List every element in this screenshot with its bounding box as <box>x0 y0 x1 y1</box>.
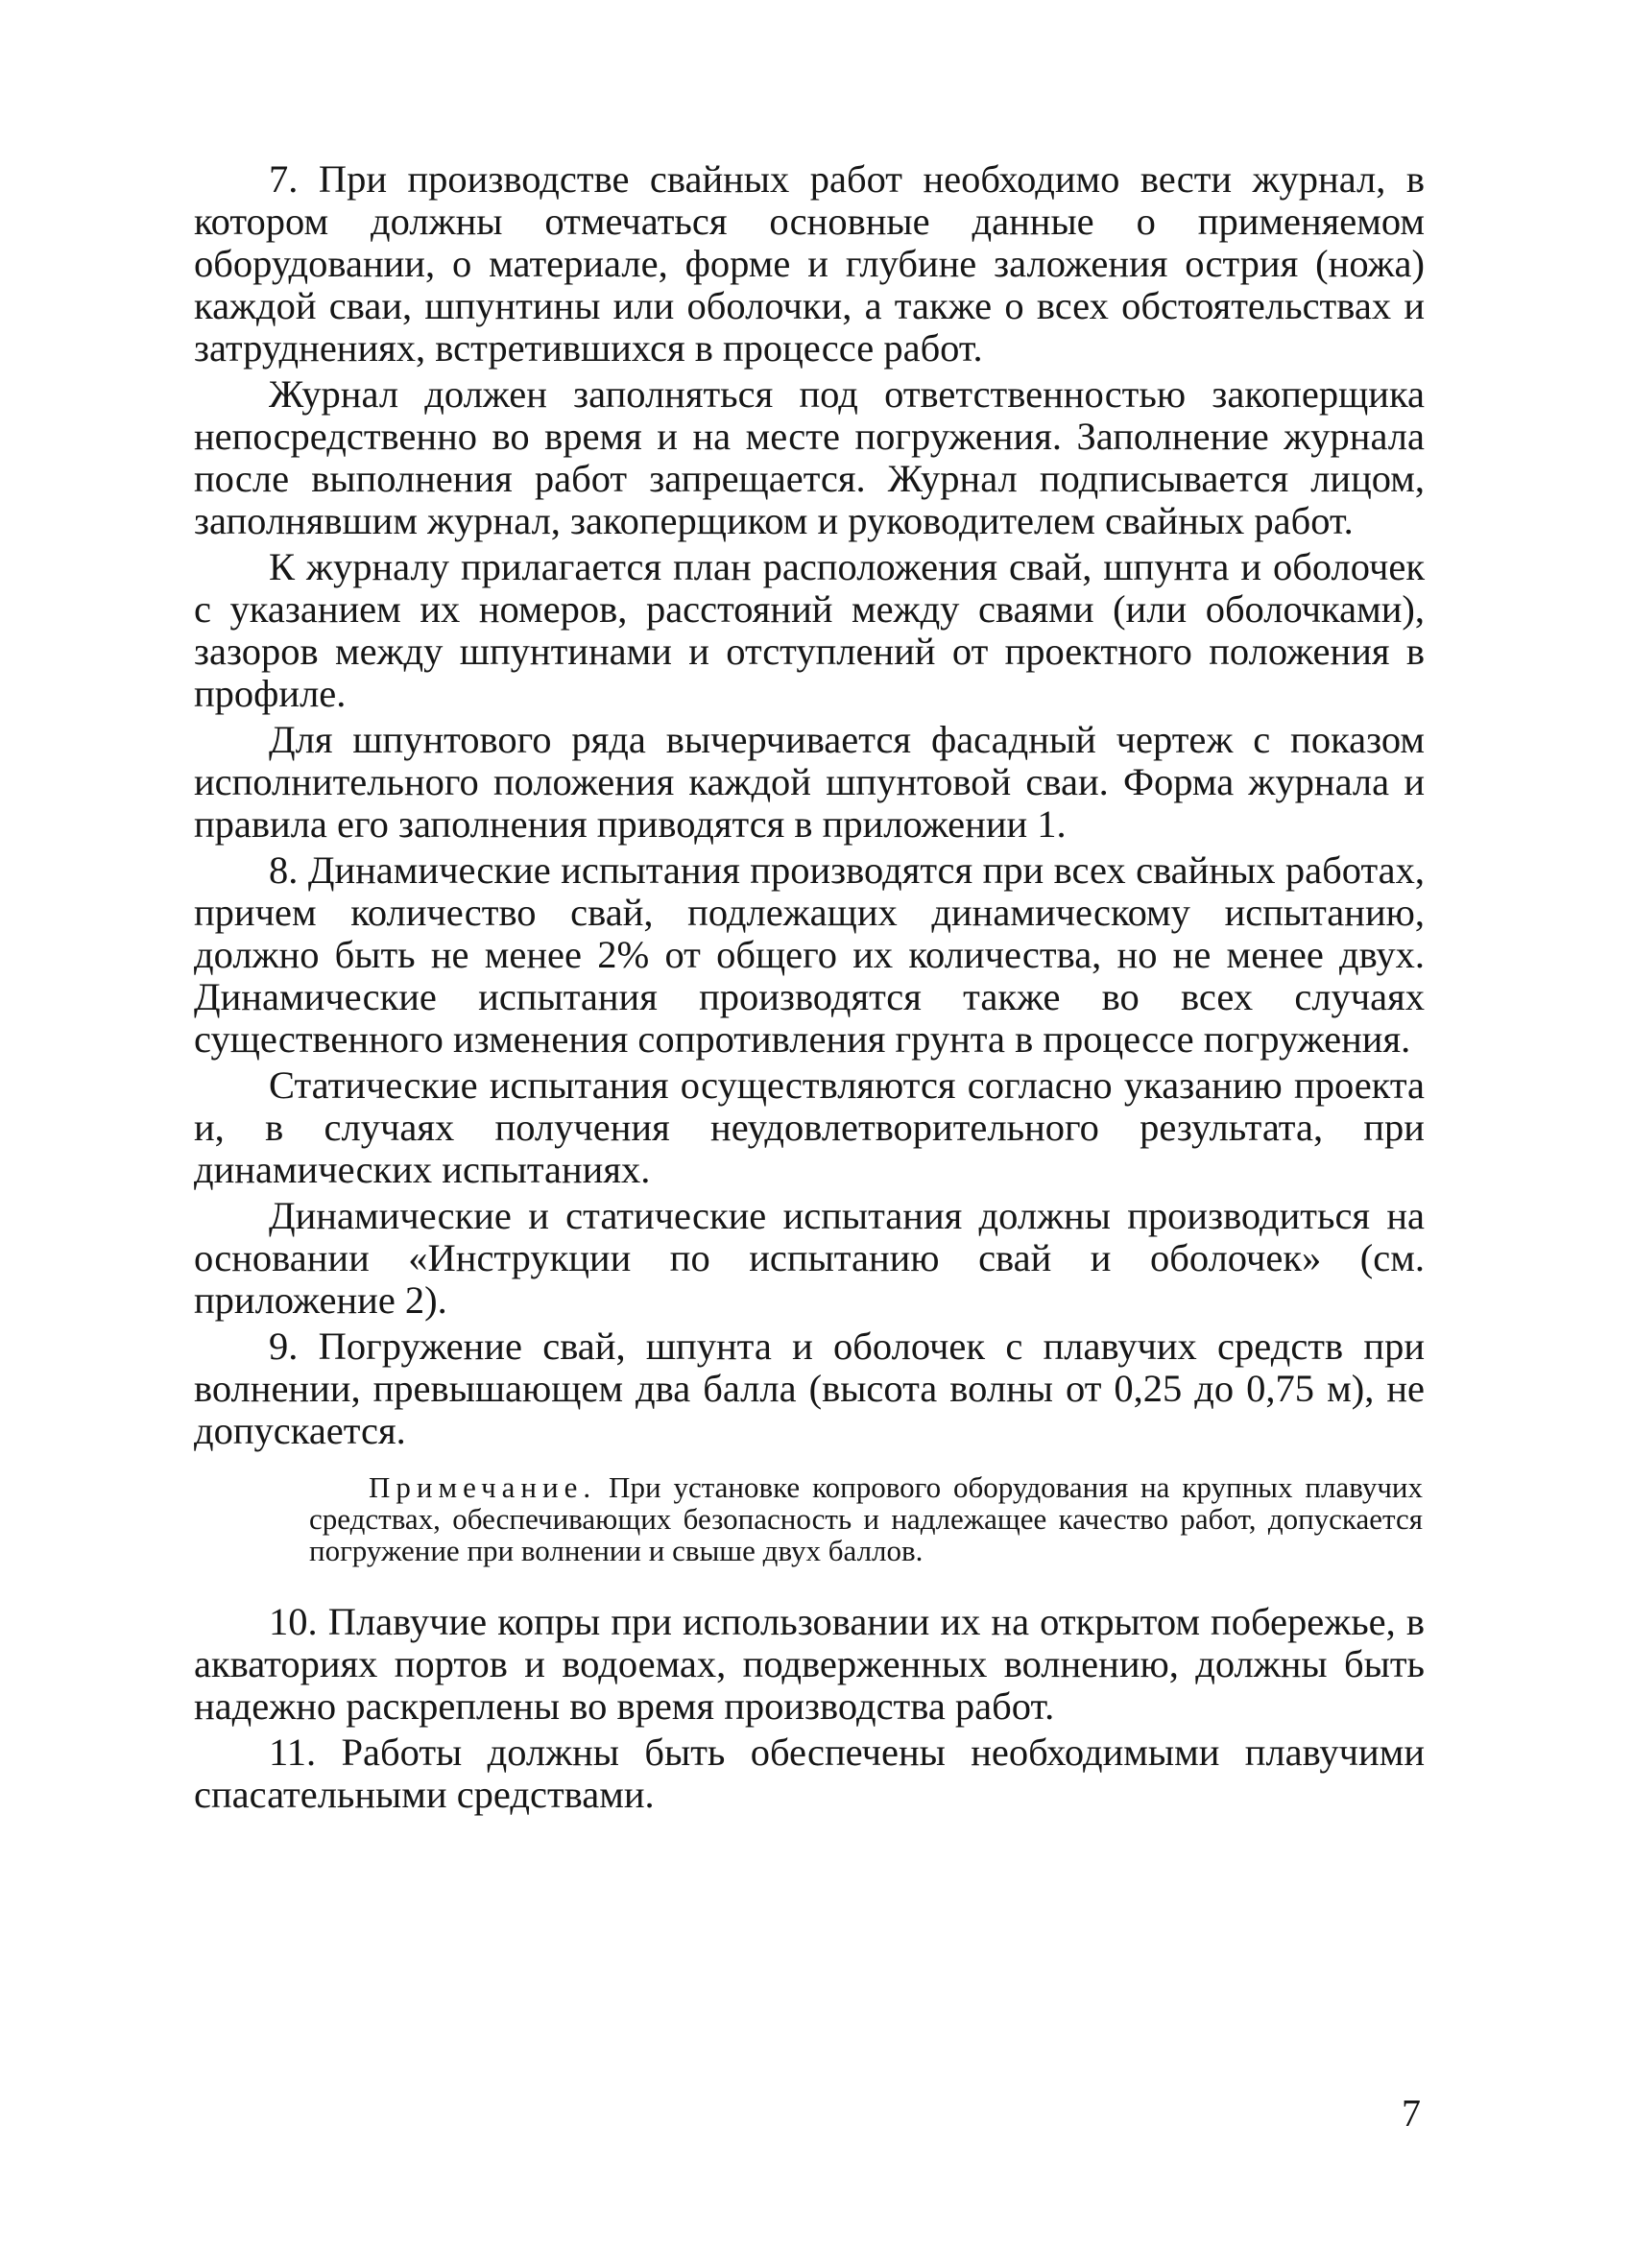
paragraph-11: 11. Работы должны быть обеспечены необходимыми плавучими спасательными средствами. <box>194 1731 1425 1816</box>
paragraph-journal-attachment: К журналу прилагается план расположения свай, шпунта и оболочек с указанием их номеров, расстояний между сваями (или оболочками), зазоров между шпунтинами и отступлений от проектного положения в профиле. <box>194 545 1425 715</box>
paragraph-7: 7. При производстве свайных работ необходимо вести журнал, в котором должны отмечаться основные данные о применяемом оборудовании, о материале, форме и глубине заложения острия (ножа) каждой сваи, шпунтины или оболочки, а также о всех обстоятельствах и затруднениях, встретившихся в процессе работ. <box>194 157 1425 370</box>
note <box>309 1471 1423 1566</box>
page-number: 7 <box>1402 2091 1421 2135</box>
note-label: Примечание. <box>369 1470 597 1504</box>
paragraph-8: 8. Динамические испытания производятся при всех свайных работах, причем количество свай, подлежащих динамическому испытанию, должно быть не менее 2% от общего их количества, но не менее двух. Динамические испытания производятся также во всех случаях существенного изменения сопротивления грунта в процессе погружения. <box>194 848 1425 1061</box>
paragraph-10: 10. Плавучие копры при использовании их на открытом побережье, в акваториях портов и водоемах, подверженных волнению, должны быть надежно раскреплены во время производства работ. <box>194 1600 1425 1728</box>
paragraph-sheet-pile-drawing: Для шпунтового ряда вычерчивается фасадный чертеж с показом исполнительного положения каждой шпунтовой сваи. Форма журнала и правила его заполнения приводятся в приложении 1. <box>194 718 1425 846</box>
paragraph-9: 9. Погружение свай, шпунта и оболочек с плавучих средств при волнении, превышающем два балла (высота волны от 0,25 до 0,75 м), не допускается. <box>194 1325 1425 1452</box>
document-body <box>194 158 1425 1820</box>
paragraph-journal-responsibility: Журнал должен заполняться под ответственностью закоперщика непосредственно во время и на месте погружения. Заполнение журнала после выполнения работ запрещается. Журнал подписывается лицом, заполнявшим журнал, закоперщиком и руководителем свайных работ. <box>194 372 1425 542</box>
note-text: При установке копрового оборудования на крупных плавучих средствах, обеспечивающих безопасность и надлежащее качество работ, допускается погружение при волнении и свыше двух баллов. <box>309 1470 1423 1567</box>
paragraph-tests-instruction: Динамические и статические испытания должны производиться на основании «Инструкции по испытанию свай и оболочек» (см. приложение 2). <box>194 1194 1425 1322</box>
paragraph-static-tests: Статические испытания осуществляются согласно указанию проекта и, в случаях получения неудовлетворительного результата, при динамических испытаниях. <box>194 1063 1425 1191</box>
